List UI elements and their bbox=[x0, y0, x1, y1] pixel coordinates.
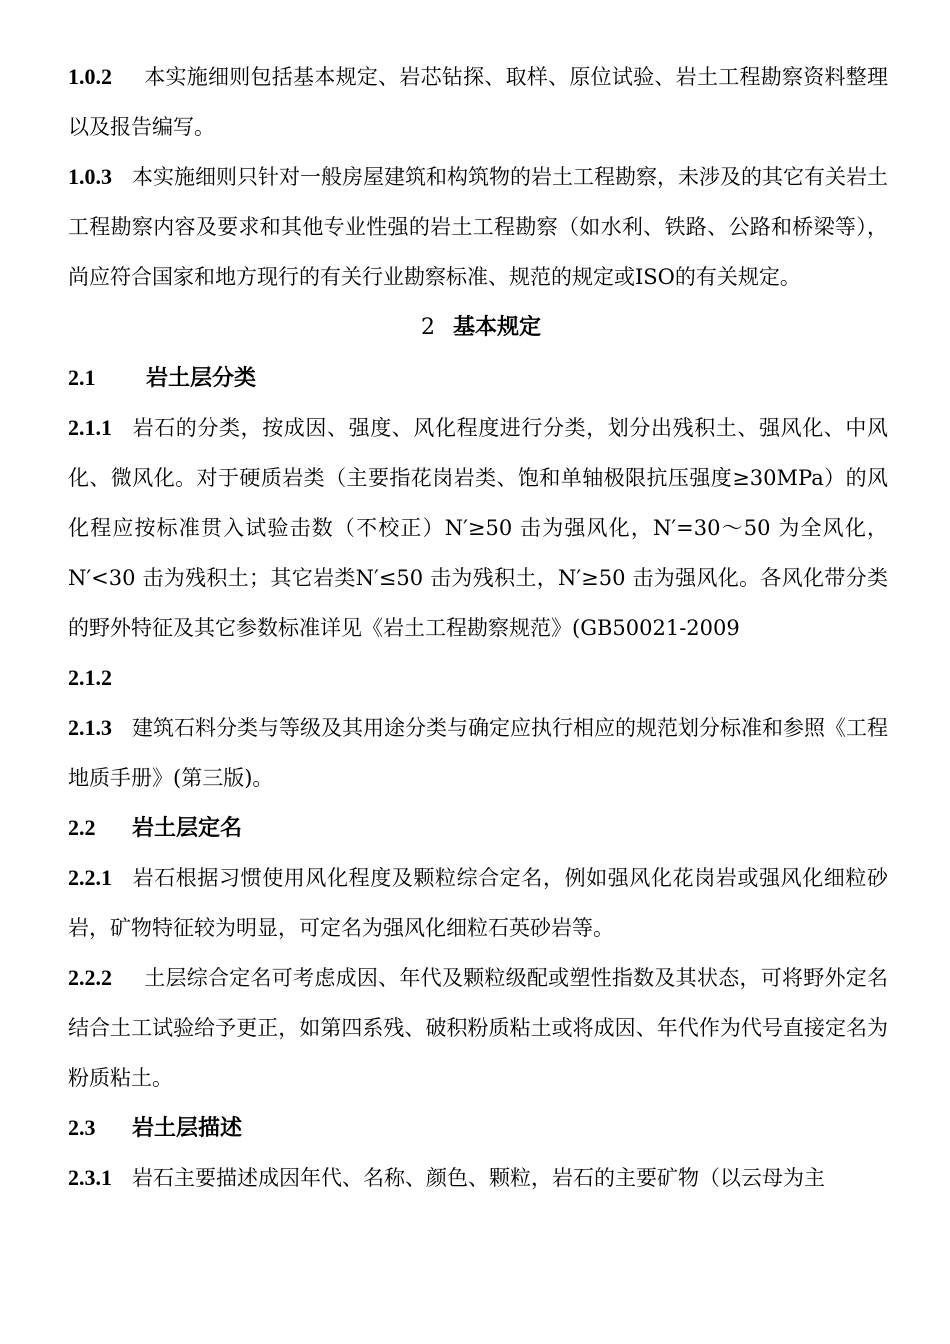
clause-text: 岩石的分类，按成因、强度、风化程度进行分类，划分出残积土、强风化、中风化、微风化。对于硬质岩类（主要指花岗岩类、饱和单轴极限抗压强度≥30MPa）的风化程应按标准贯入试验击数（不校正）N′≥50 击为强风化，N′=30～50 为全风化，N′<30 击为残积土；其它岩类N′≤50 击为残积土，N′≥50 击为强风化。各风化带分类的野外特征及其它参数标准详见《岩土工程勘察规范》(GB50021-2009 bbox=[68, 416, 888, 640]
paragraph-2-1-3 bbox=[68, 703, 888, 803]
paragraph-2-1-2 bbox=[68, 653, 888, 703]
section-title: 岩土层分类 bbox=[146, 365, 257, 391]
chapter-title: 基本规定 bbox=[452, 314, 541, 340]
clause-text: 岩石主要描述成因年代、名称、颜色、颗粒，岩石的主要矿物（以云母为主 bbox=[132, 1166, 825, 1190]
clause-number: 2.1.1 bbox=[68, 415, 112, 440]
document-page bbox=[68, 52, 888, 1203]
clause-text: 土层综合定名可考虑成因、年代及颗粒级配或塑性指数及其状态，可将野外定名结合土工试验给予更正，如第四系残、破积粉质粘土或将成因、年代作为代号直接定名为粉质粘土。 bbox=[68, 966, 888, 1090]
clause-number: 2.1.2 bbox=[68, 665, 112, 690]
section-number: 2.1 bbox=[68, 365, 96, 390]
clause-number: 1.0.2 bbox=[68, 64, 112, 89]
clause-number: 2.3.1 bbox=[68, 1165, 112, 1190]
clause-number: 2.2.1 bbox=[68, 865, 112, 890]
paragraph-2-2-2 bbox=[68, 953, 888, 1103]
section-title: 岩土层定名 bbox=[132, 815, 243, 841]
section-heading-2-3 bbox=[68, 1103, 888, 1153]
section-number: 2.2 bbox=[68, 815, 96, 840]
paragraph-2-3-1 bbox=[68, 1153, 888, 1203]
clause-text: 岩石根据习惯使用风化程度及颗粒综合定名，例如强风化花岗岩或强风化细粒砂岩，矿物特征较为明显，可定名为强风化细粒石英砂岩等。 bbox=[68, 866, 888, 940]
section-number: 2.3 bbox=[68, 1115, 96, 1140]
clause-text: 本实施细则包括基本规定、岩芯钻探、取样、原位试验、岩土工程勘察资料整理以及报告编写。 bbox=[68, 65, 888, 139]
paragraph-2-2-1 bbox=[68, 853, 888, 953]
section-heading-2-2 bbox=[68, 803, 888, 853]
clause-text: 建筑石料分类与等级及其用途分类与确定应执行相应的规范划分标准和参照《工程地质手册》(第三版)。 bbox=[68, 716, 888, 790]
paragraph-1-0-2 bbox=[68, 52, 888, 152]
clause-number: 2.2.2 bbox=[68, 965, 112, 990]
paragraph-1-0-3 bbox=[68, 152, 888, 302]
chapter-heading-2 bbox=[68, 302, 888, 353]
clause-number: 2.1.3 bbox=[68, 715, 112, 740]
section-title: 岩土层描述 bbox=[132, 1115, 243, 1141]
paragraph-2-1-1 bbox=[68, 403, 888, 653]
section-heading-2-1 bbox=[68, 353, 888, 403]
clause-number: 1.0.3 bbox=[68, 164, 112, 189]
clause-text: 本实施细则只针对一般房屋建筑和构筑物的岩土工程勘察，未涉及的其它有关岩土工程勘察内容及要求和其他专业性强的岩土工程勘察（如水利、铁路、公路和桥梁等），尚应符合国家和地方现行的有关行业勘察标准、规范的规定或ISO的有关规定。 bbox=[68, 165, 888, 289]
chapter-number: 2 bbox=[420, 315, 435, 340]
